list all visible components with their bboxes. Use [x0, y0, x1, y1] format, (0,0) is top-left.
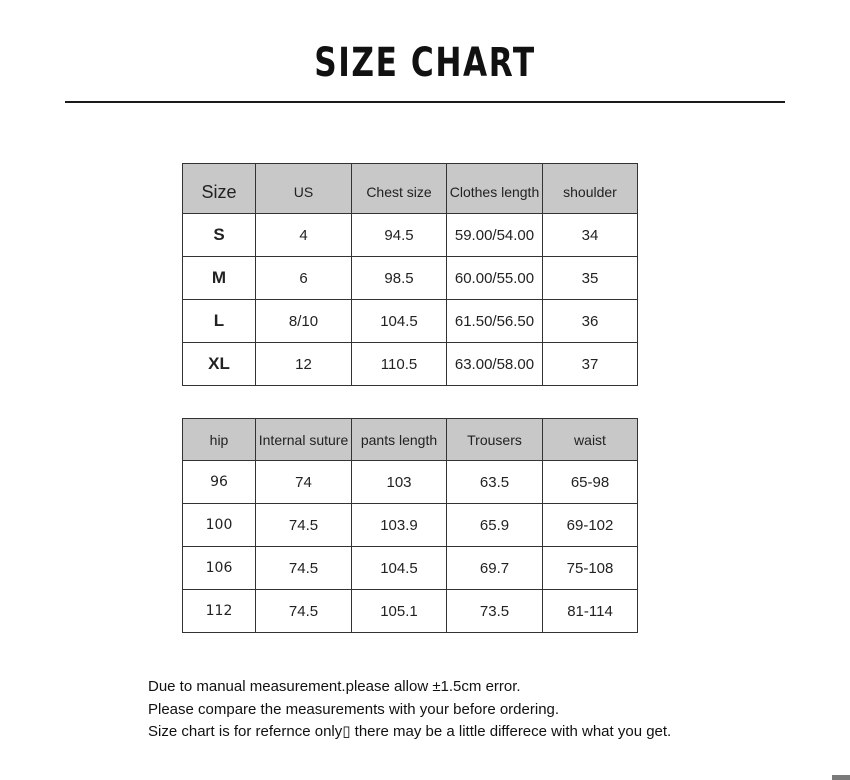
chest-cell: 110.5	[352, 343, 447, 386]
chest-cell: 98.5	[352, 257, 447, 300]
page-title: SIZE CHART	[314, 40, 536, 86]
waist-cell: 75-108	[543, 547, 638, 590]
table-row	[183, 461, 638, 504]
note-line: Due to manual measurement.please allow ±1.5cm error.	[148, 678, 521, 695]
pants-table-header-row	[183, 419, 638, 461]
size-table	[182, 163, 638, 386]
pants-length-cell: 103	[352, 461, 447, 504]
table-row	[183, 257, 638, 300]
shoulder-cell: 35	[543, 257, 638, 300]
us-cell: 12	[256, 343, 352, 386]
column-header-shoulder: shoulder	[543, 164, 638, 214]
column-header-internal-suture: Internal suture	[256, 419, 352, 461]
us-cell: 8/10	[256, 300, 352, 343]
note-line: Size chart is for refernce only▯ there may be a little differece with what you get.	[148, 723, 672, 740]
clothes-length-cell: 63.00/58.00	[447, 343, 543, 386]
us-cell: 6	[256, 257, 352, 300]
pants-length-cell: 105.1	[352, 590, 447, 633]
pants-length-cell: 103.9	[352, 504, 447, 547]
shoulder-cell: 36	[543, 300, 638, 343]
table-row	[183, 214, 638, 257]
hip-cell: 106	[183, 547, 256, 590]
chest-cell: 94.5	[352, 214, 447, 257]
pants-length-cell: 104.5	[352, 547, 447, 590]
column-header-size: Size	[183, 164, 256, 214]
size-cell: L	[183, 300, 256, 343]
size-table-header-row	[183, 164, 638, 214]
internal-suture-cell: 74.5	[256, 504, 352, 547]
column-header-pants-length: pants length	[352, 419, 447, 461]
pants-table	[182, 418, 638, 633]
title-divider	[65, 101, 785, 103]
size-cell: XL	[183, 343, 256, 386]
scroll-indicator	[832, 775, 850, 780]
size-cell: S	[183, 214, 256, 257]
trousers-cell: 73.5	[447, 590, 543, 633]
table-row	[183, 547, 638, 590]
table-row	[183, 343, 638, 386]
internal-suture-cell: 74	[256, 461, 352, 504]
table-row	[183, 504, 638, 547]
column-header-trousers: Trousers	[447, 419, 543, 461]
column-header-hip: hip	[183, 419, 256, 461]
shoulder-cell: 37	[543, 343, 638, 386]
size-cell: M	[183, 257, 256, 300]
column-header-chest-size: Chest size	[352, 164, 447, 214]
internal-suture-cell: 74.5	[256, 547, 352, 590]
table-row	[183, 590, 638, 633]
waist-cell: 81-114	[543, 590, 638, 633]
trousers-cell: 69.7	[447, 547, 543, 590]
hip-cell: 100	[183, 504, 256, 547]
column-header-clothes-length: Clothes length	[447, 164, 543, 214]
table-row	[183, 300, 638, 343]
column-header-us: US	[256, 164, 352, 214]
trousers-cell: 63.5	[447, 461, 543, 504]
clothes-length-cell: 61.50/56.50	[447, 300, 543, 343]
shoulder-cell: 34	[543, 214, 638, 257]
internal-suture-cell: 74.5	[256, 590, 352, 633]
measurement-notes	[148, 676, 671, 744]
hip-cell: 96	[183, 461, 256, 504]
column-header-waist: waist	[543, 419, 638, 461]
clothes-length-cell: 59.00/54.00	[447, 214, 543, 257]
hip-cell: 112	[183, 590, 256, 633]
clothes-length-cell: 60.00/55.00	[447, 257, 543, 300]
note-line: Please compare the measurements with your before ordering.	[148, 700, 560, 718]
chest-cell: 104.5	[352, 300, 447, 343]
waist-cell: 69-102	[543, 504, 638, 547]
us-cell: 4	[256, 214, 352, 257]
waist-cell: 65-98	[543, 461, 638, 504]
trousers-cell: 65.9	[447, 504, 543, 547]
